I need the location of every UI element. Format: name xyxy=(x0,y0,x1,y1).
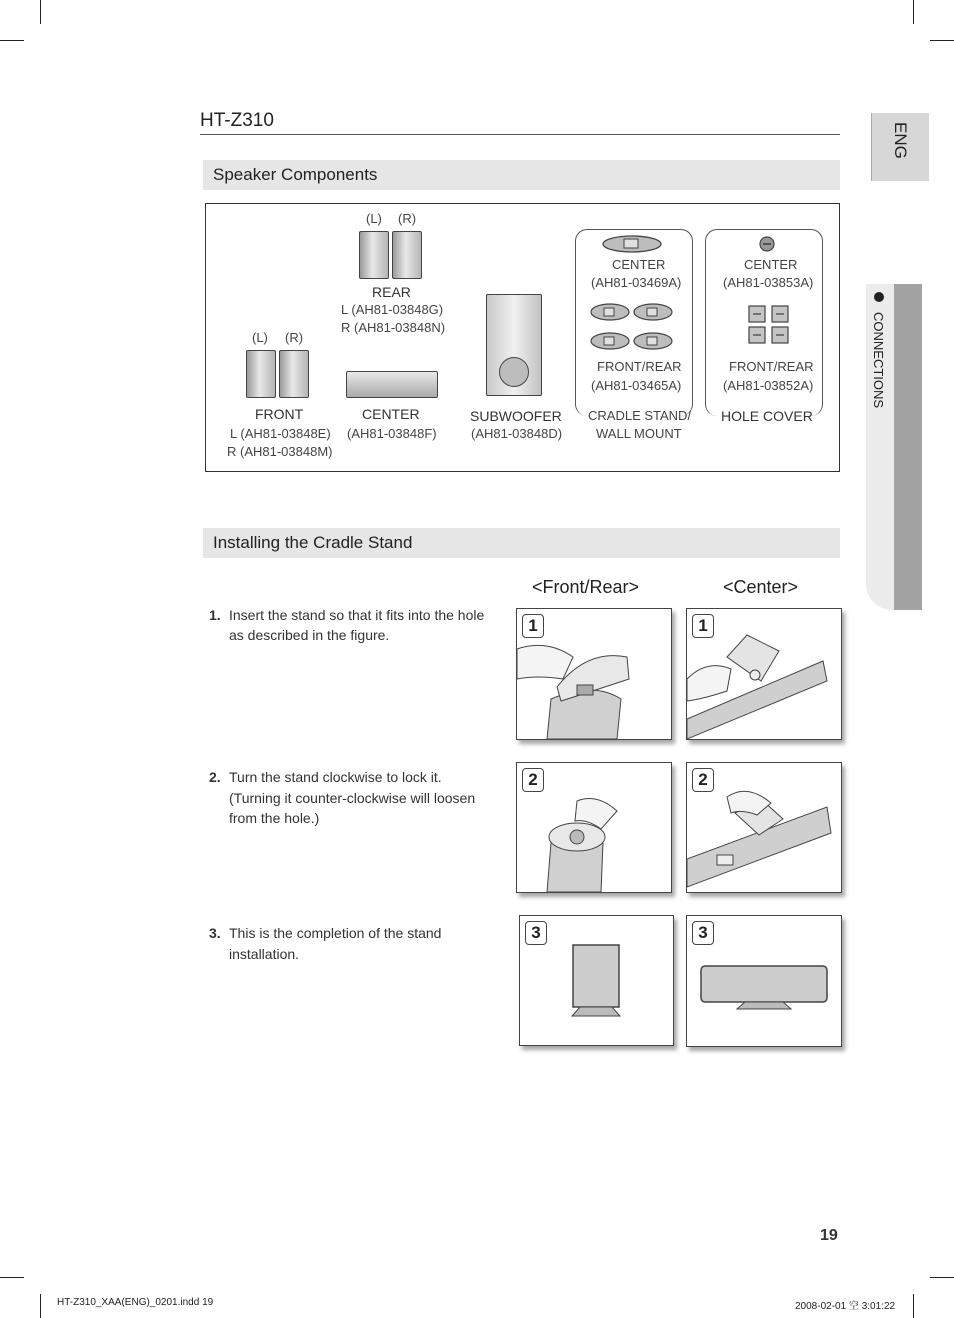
hole-fr-name: FRONT/REAR xyxy=(729,359,814,374)
step-number: 3. xyxy=(209,925,221,941)
center-cradle-image xyxy=(600,232,664,254)
cradle-fr-part: (AH81-03465A) xyxy=(591,378,682,393)
crop-mark xyxy=(40,0,41,24)
step-number: 2. xyxy=(209,769,221,785)
front-left-speaker-image xyxy=(246,350,276,398)
step-badge: 1 xyxy=(522,614,544,638)
rear-right-speaker-image xyxy=(392,231,422,279)
figure-center-step-3 xyxy=(686,915,842,1047)
figure-front-rear-step-3 xyxy=(519,915,674,1046)
rear-part-right: R (AH81-03848N) xyxy=(341,320,446,335)
subwoofer-driver-icon xyxy=(499,357,529,387)
front-part-right: R (AH81-03848M) xyxy=(227,444,333,459)
speaker-components-heading: Speaker Components xyxy=(203,160,840,190)
hole-fr-part: (AH81-03852A) xyxy=(723,378,814,393)
model-title: HT-Z310 xyxy=(200,110,274,131)
footer-file-info: HT-Z310_XAA(ENG)_0201.indd 19 xyxy=(57,1297,214,1308)
front-right-speaker-image xyxy=(279,350,309,398)
rear-right-tag: (R) xyxy=(398,211,417,226)
center-speaker-image xyxy=(346,371,438,398)
subwoofer-part: (AH81-03848D) xyxy=(471,426,563,441)
hole-center-name: CENTER xyxy=(744,257,798,272)
crop-mark xyxy=(0,40,24,41)
figure-center-step-2 xyxy=(686,762,842,893)
figure-center-step-1 xyxy=(686,608,842,740)
language-tab-label: ENG xyxy=(891,122,910,159)
figure-front-rear-step-1 xyxy=(516,608,672,740)
section-tab-stripe xyxy=(894,284,922,610)
step-text-line: Turn the stand clockwise to lock it. xyxy=(229,769,442,785)
front-right-tag: (R) xyxy=(285,330,304,345)
step-text-line: as described in the figure. xyxy=(229,627,390,643)
step-badge: 2 xyxy=(692,768,714,792)
step-badge: 3 xyxy=(525,921,547,945)
step-text-line: This is the completion of the stand xyxy=(229,925,442,941)
crop-mark xyxy=(930,1277,954,1278)
footer-timestamp: 2008-02-01 空 3:01:22 xyxy=(795,1301,896,1312)
section-tab-label: CONNECTIONS xyxy=(871,312,886,409)
subwoofer-name: SUBWOOFER xyxy=(470,408,562,424)
step-text-line: installation. xyxy=(229,946,300,962)
front-left-tag: (L) xyxy=(252,330,268,345)
cradle-label-line1: CRADLE STAND/ xyxy=(588,408,692,423)
step-number: 1. xyxy=(209,607,221,623)
center-hole-cover-image xyxy=(757,235,777,253)
title-rule xyxy=(200,134,840,135)
cradle-center-name: CENTER xyxy=(612,257,666,272)
front-rear-hole-cover-image xyxy=(746,304,792,346)
cradle-center-part: (AH81-03469A) xyxy=(591,275,682,290)
front-name: FRONT xyxy=(255,406,304,422)
step-text-line: (Turning it counter-clockwise will loosen xyxy=(229,790,476,806)
crop-mark xyxy=(930,40,954,41)
step-text-line: from the hole.) xyxy=(229,810,320,826)
crop-mark xyxy=(913,0,914,24)
step-badge: 3 xyxy=(692,921,714,945)
rear-left-tag: (L) xyxy=(366,211,382,226)
crop-mark xyxy=(0,1277,24,1278)
step-badge: 1 xyxy=(692,614,714,638)
cradle-label-line2: WALL MOUNT xyxy=(596,426,682,441)
rear-name: REAR xyxy=(372,284,411,300)
bullet-icon xyxy=(874,292,884,302)
center-name: CENTER xyxy=(362,406,420,422)
rear-part-left: L (AH81-03848G) xyxy=(341,302,444,317)
hole-cover-label: HOLE COVER xyxy=(721,408,813,424)
hole-center-part: (AH81-03853A) xyxy=(723,275,814,290)
rear-left-speaker-image xyxy=(359,231,389,279)
installing-cradle-heading: Installing the Cradle Stand xyxy=(203,528,840,558)
crop-mark xyxy=(913,1294,914,1318)
crop-mark xyxy=(40,1294,41,1318)
front-part-left: L (AH81-03848E) xyxy=(230,426,331,441)
front-rear-title: <Front/Rear> xyxy=(532,577,640,597)
step-badge: 2 xyxy=(522,768,544,792)
cradle-fr-name: FRONT/REAR xyxy=(597,359,682,374)
front-rear-cradle-image xyxy=(589,300,679,354)
page-number: 19 xyxy=(820,1227,838,1244)
center-part: (AH81-03848F) xyxy=(347,426,437,441)
step-text-line: Insert the stand so that it fits into the hole xyxy=(229,607,485,623)
figure-front-rear-step-2 xyxy=(516,762,672,893)
center-title: <Center> xyxy=(723,577,799,597)
